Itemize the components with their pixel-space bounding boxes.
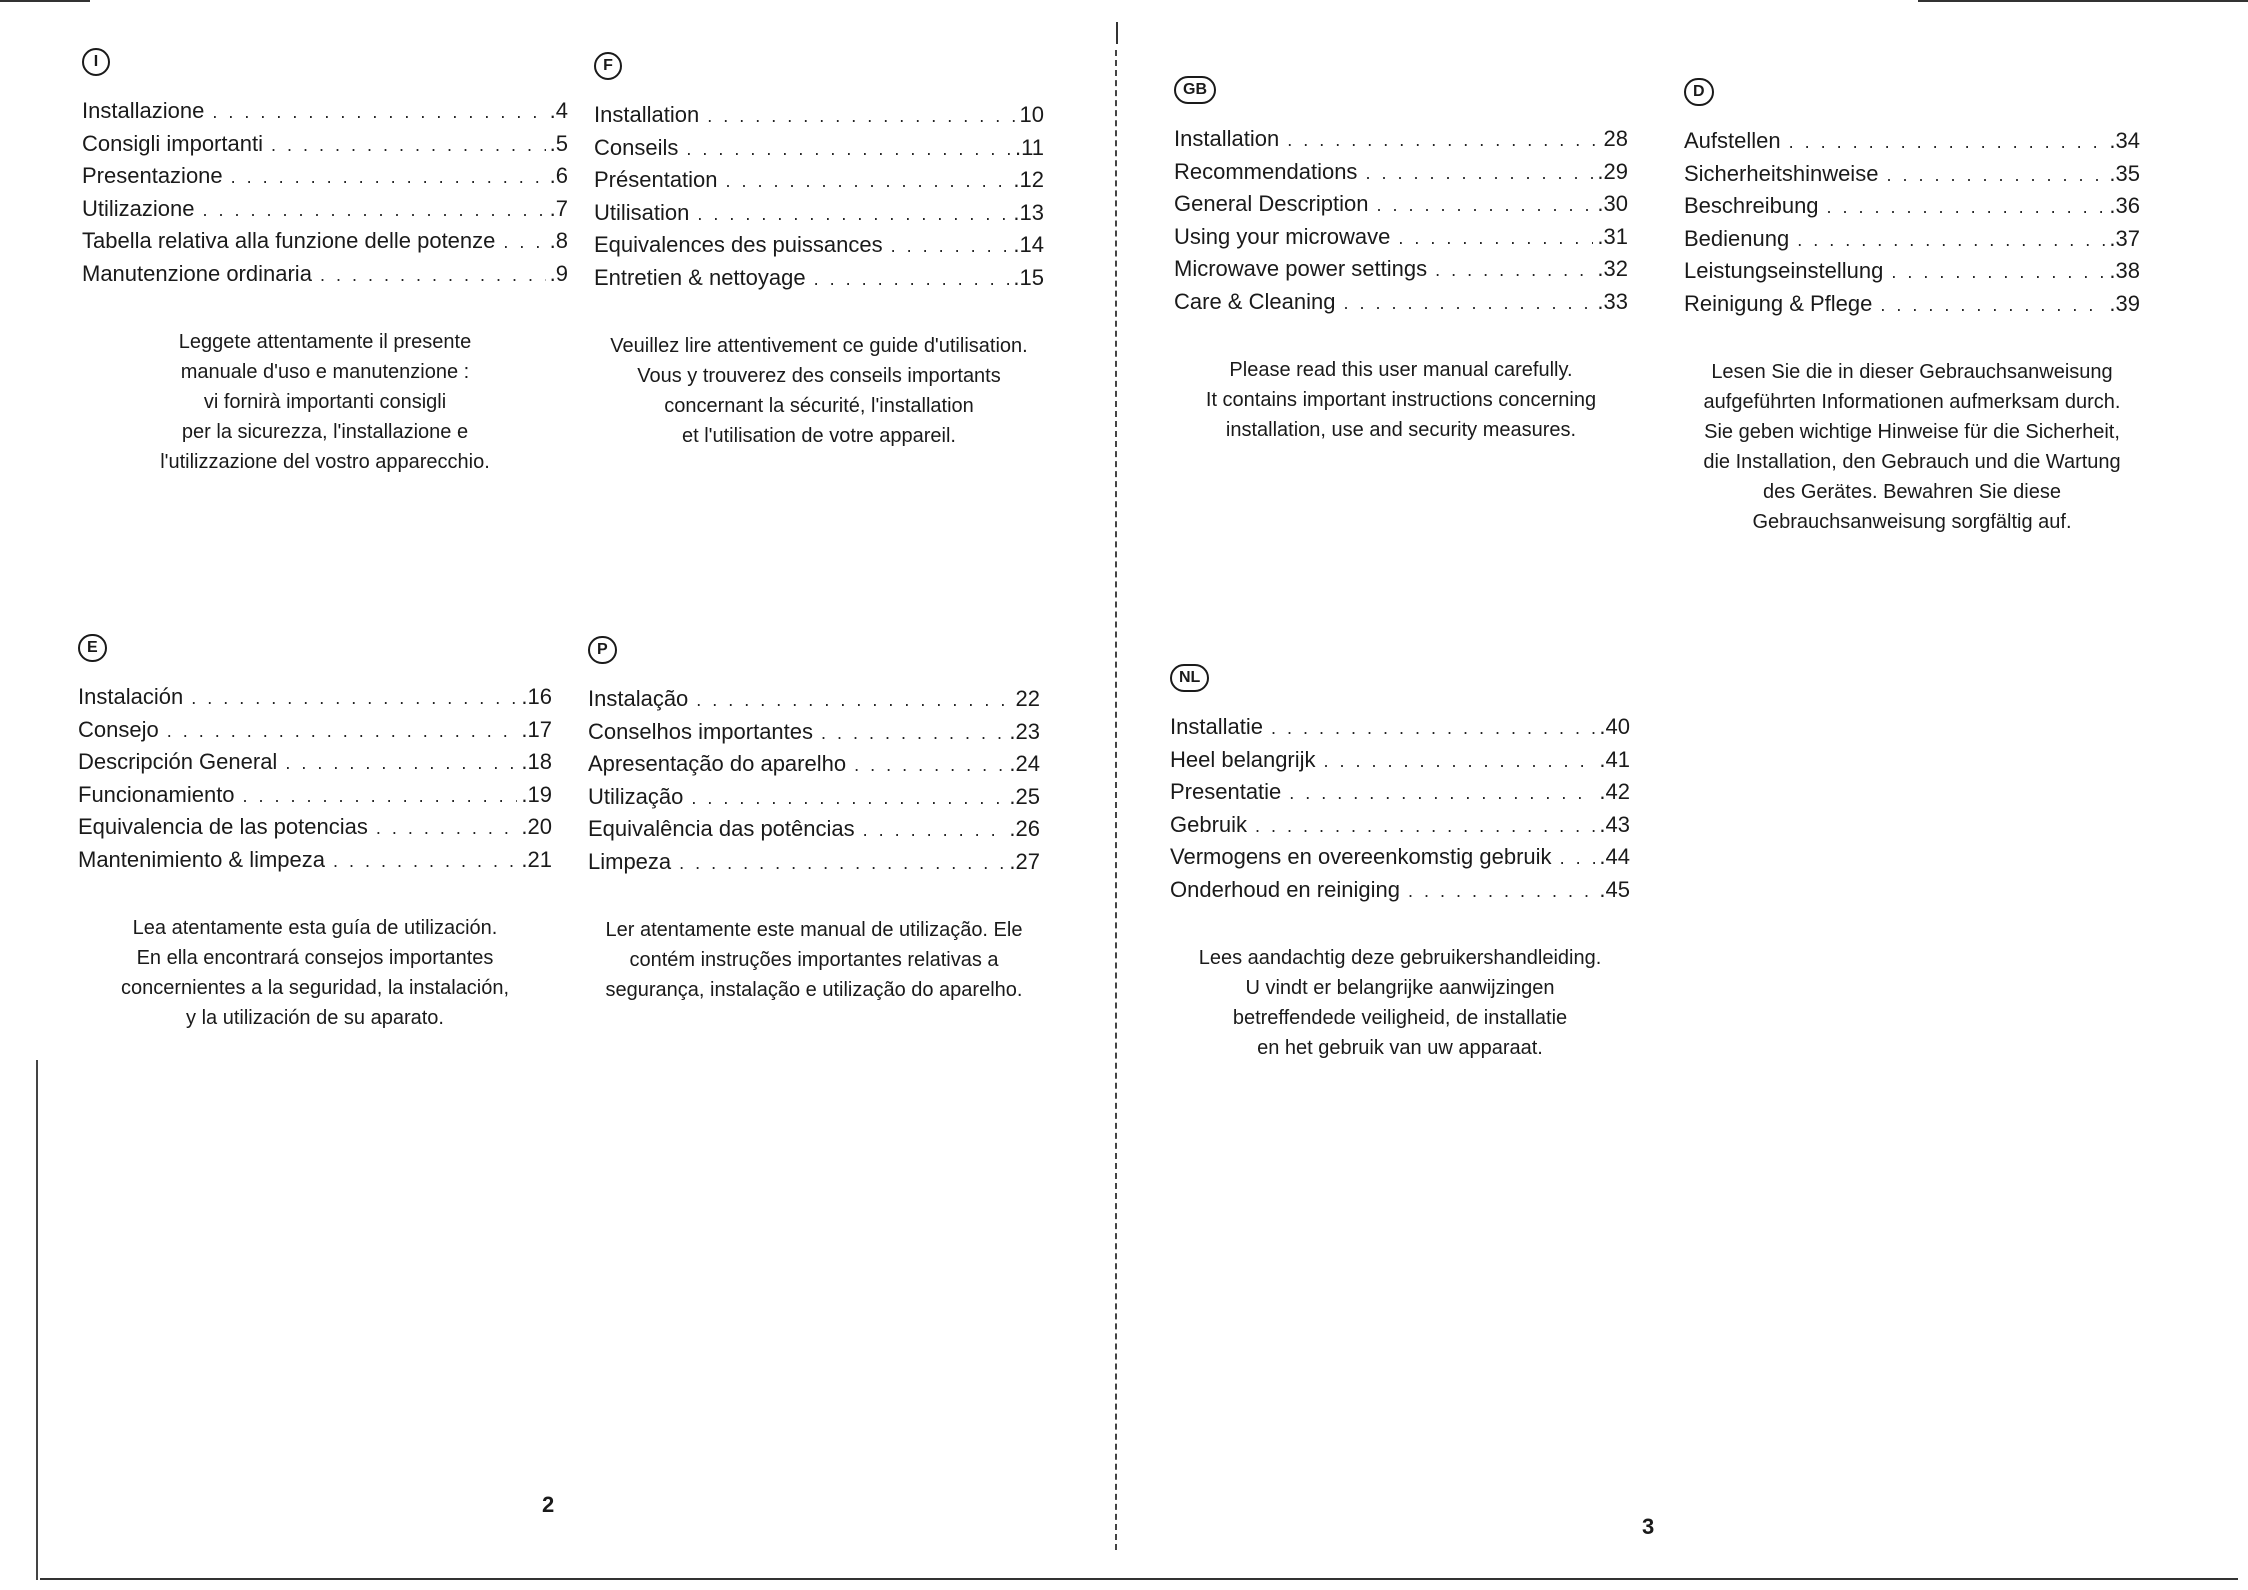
toc-label: Tabella relativa alla funzione delle potenze <box>82 228 496 253</box>
toc-row <box>1170 779 1630 812</box>
language-badge-fr: F <box>594 52 622 80</box>
intro-line: per la sicurezza, l'installazione e <box>181 421 469 443</box>
toc-page-number: 28 <box>1603 126 1628 151</box>
intro-paragraph <box>1170 943 1630 1063</box>
toc-row <box>1174 289 1628 322</box>
toc-label: Equivalences des puissances <box>594 232 883 257</box>
toc-leader-dots <box>1880 295 2105 316</box>
toc-page-number: .34 <box>2109 128 2140 153</box>
toc-list <box>1170 714 1630 909</box>
toc-row <box>1170 714 1630 747</box>
toc-page-number: .20 <box>521 814 552 839</box>
toc-row <box>78 749 552 782</box>
toc-leader-dots <box>1560 848 1596 869</box>
intro-line: aufgeführten Informationen aufmerksam durch. <box>1703 391 2121 413</box>
toc-label: Aufstellen <box>1684 128 1781 153</box>
toc-leader-dots <box>1797 230 2105 251</box>
intro-paragraph <box>588 915 1040 1005</box>
toc-leader-dots <box>1435 260 1593 281</box>
toc-page-number: .5 <box>549 130 568 156</box>
toc-leader-dots <box>696 690 1011 711</box>
intro-line: It contains important instructions concerning <box>1205 389 1597 411</box>
toc-label: Beschreibung <box>1684 193 1819 218</box>
toc-row <box>78 814 552 847</box>
language-badge-it: I <box>82 48 110 76</box>
toc-leader-dots <box>271 135 546 156</box>
toc-label: Installation <box>1174 126 1280 151</box>
toc-leader-dots <box>503 232 545 253</box>
toc-label: Heel belangrijk <box>1170 746 1316 772</box>
toc-label: Presentazione <box>82 163 223 188</box>
intro-line: installation, use and security measures. <box>1225 419 1577 441</box>
toc-page-number: 22 <box>1015 686 1040 711</box>
section-italian <box>82 48 568 477</box>
toc-page-number: .27 <box>1009 848 1040 874</box>
toc-leader-dots <box>691 788 1005 809</box>
toc-label: Descripción General <box>78 749 278 774</box>
toc-leader-dots <box>1827 197 2106 218</box>
intro-paragraph <box>82 327 568 477</box>
toc-row <box>78 717 552 750</box>
toc-leader-dots <box>243 786 518 807</box>
toc-page-number: .32 <box>1597 256 1628 281</box>
toc-row <box>78 847 552 880</box>
toc-label: Conseils <box>594 134 679 160</box>
section-english <box>1174 76 1628 445</box>
toc-row <box>1684 193 2140 226</box>
intro-line: Please read this user manual carefully. <box>1229 359 1573 381</box>
toc-row <box>82 98 568 131</box>
language-badge-es: E <box>78 634 107 662</box>
intro-paragraph <box>1684 357 2140 537</box>
toc-row <box>82 131 568 164</box>
toc-page-number: 10 <box>1019 102 1044 127</box>
toc-row <box>1684 258 2140 291</box>
intro-line: manuale d'uso e manutenzione : <box>180 361 470 383</box>
toc-leader-dots <box>320 265 546 286</box>
toc-leader-dots <box>1289 783 1595 804</box>
toc-label: Utilisation <box>594 199 690 225</box>
toc-row <box>588 849 1040 882</box>
intro-paragraph <box>1174 355 1628 445</box>
section-dutch <box>1170 664 1630 1063</box>
page-edge-left <box>36 1060 38 1580</box>
toc-leader-dots <box>854 755 1005 776</box>
toc-row <box>1174 159 1628 192</box>
toc-page-number: .19 <box>521 781 552 807</box>
intro-line: die Installation, den Gebrauch und die Wartung <box>1703 451 2121 473</box>
toc-label: Reinigung & Pflege <box>1684 290 1873 316</box>
intro-line: Lea atentamente esta guía de utilización. <box>132 917 498 939</box>
toc-page-number: .13 <box>1013 199 1044 225</box>
toc-row <box>1170 877 1630 910</box>
toc-page-number: .41 <box>1599 746 1630 772</box>
toc-leader-dots <box>1891 262 2105 283</box>
toc-row <box>82 163 568 196</box>
toc-label: Care & Cleaning <box>1174 288 1336 314</box>
toc-page-number: .23 <box>1009 718 1040 744</box>
page-number-right: 3 <box>1642 1514 1655 1539</box>
language-badge-nl: NL <box>1170 664 1209 692</box>
intro-line: Ler atentamente este manual de utilização. Ele <box>605 919 1023 941</box>
intro-line: des Gerätes. Bewahren Sie diese <box>1763 481 2061 503</box>
toc-label: Equivalência das potências <box>588 816 855 841</box>
toc-label: Instalación <box>78 684 184 709</box>
toc-page-number: .18 <box>521 749 552 774</box>
spine-tick <box>1116 22 1118 44</box>
toc-page-number: .33 <box>1597 288 1628 314</box>
toc-row <box>588 751 1040 784</box>
toc-page-number: .24 <box>1009 751 1040 776</box>
toc-row <box>1684 161 2140 194</box>
toc-label: Using your microwave <box>1174 223 1391 249</box>
toc-row <box>1170 844 1630 877</box>
toc-leader-dots <box>1324 751 1596 772</box>
toc-leader-dots <box>333 851 517 872</box>
toc-page-number: .14 <box>1013 232 1044 257</box>
toc-leader-dots <box>1271 718 1595 739</box>
section-portuguese <box>588 636 1040 1005</box>
intro-line: vi fornirà importanti consigli <box>203 391 447 413</box>
toc-leader-dots <box>814 269 1010 290</box>
toc-page-number: .40 <box>1599 714 1630 739</box>
toc-row <box>1684 291 2140 324</box>
intro-line: Lesen Sie die in dieser Gebrauchsanweisung <box>1711 361 2113 383</box>
toc-leader-dots <box>686 139 1011 160</box>
language-badge-gb: GB <box>1174 76 1216 104</box>
intro-line: concernientes a la seguridad, la instalación, <box>120 977 510 999</box>
toc-leader-dots <box>821 723 1005 744</box>
page-number-left: 2 <box>542 1492 555 1517</box>
toc-label: Apresentação do aparelho <box>588 751 847 776</box>
toc-row <box>82 196 568 229</box>
toc-page-number: .8 <box>549 228 568 253</box>
toc-page-number: .4 <box>549 98 568 123</box>
toc-row <box>594 167 1044 200</box>
toc-page-number: .25 <box>1009 783 1040 809</box>
center-spine <box>1115 50 1117 1550</box>
intro-line: Sie geben wichtige Hinweise für die Sicherheit, <box>1704 421 2120 443</box>
intro-line: en het gebruik van uw apparaat. <box>1257 1037 1543 1059</box>
toc-row <box>1170 747 1630 780</box>
toc-leader-dots <box>707 106 1015 127</box>
toc-list <box>1684 128 2140 323</box>
toc-leader-dots <box>285 753 517 774</box>
toc-leader-dots <box>203 200 546 221</box>
toc-label: Gebruik <box>1170 811 1248 837</box>
intro-paragraph <box>78 913 552 1033</box>
toc-list <box>82 98 568 293</box>
toc-leader-dots <box>891 236 1010 257</box>
toc-row <box>588 719 1040 752</box>
section-french <box>594 52 1044 451</box>
toc-page-number: .38 <box>2109 258 2140 283</box>
toc-label: Utilização <box>588 783 684 809</box>
toc-label: Consigli importanti <box>82 130 263 156</box>
intro-line: segurança, instalação e utilização do aparelho. <box>605 979 1023 1001</box>
intro-line: y la utilización de su aparato. <box>186 1007 444 1029</box>
toc-row <box>1684 128 2140 161</box>
section-german <box>1684 78 2140 537</box>
section-spanish <box>78 634 552 1033</box>
toc-page-number: .6 <box>549 163 568 188</box>
toc-label: Installazione <box>82 98 205 123</box>
toc-label: Utilizazione <box>82 195 195 221</box>
toc-label: Instalação <box>588 686 689 711</box>
toc-page-number: .11 <box>1015 134 1044 160</box>
toc-page-number: .21 <box>521 846 552 872</box>
toc-page-number: .45 <box>1599 876 1630 902</box>
toc-page-number: .39 <box>2109 290 2140 316</box>
language-badge-pt: P <box>588 636 617 664</box>
toc-row <box>82 261 568 294</box>
toc-leader-dots <box>1365 163 1593 184</box>
toc-row <box>1174 191 1628 224</box>
toc-leader-dots <box>1408 881 1595 902</box>
page-edge-bottom <box>40 1578 2238 1580</box>
intro-line: l'utilizzazione del vostro apparecchio. <box>160 451 490 473</box>
toc-page-number: .36 <box>2109 193 2140 218</box>
toc-leader-dots <box>376 818 518 839</box>
intro-line: contém instruções importantes relativas a <box>629 949 999 971</box>
toc-leader-dots <box>863 820 1006 841</box>
toc-row <box>78 782 552 815</box>
intro-line: En ella encontrará consejos importantes <box>136 947 494 969</box>
intro-line: U vindt er belangrijke aanwijzingen <box>1245 977 1555 999</box>
toc-row <box>1174 126 1628 159</box>
toc-page-number: .12 <box>1013 167 1044 192</box>
toc-row <box>594 265 1044 298</box>
toc-leader-dots <box>167 721 518 742</box>
toc-label: Installation <box>594 102 700 127</box>
intro-line: Lees aandachtig deze gebruikershandleiding. <box>1198 947 1602 969</box>
toc-leader-dots <box>231 167 546 188</box>
toc-leader-dots <box>1398 228 1593 249</box>
toc-row <box>588 784 1040 817</box>
toc-label: Leistungseinstellung <box>1684 258 1884 283</box>
intro-line: Veuillez lire attentivement ce guide d'utilisation. <box>610 335 1028 357</box>
toc-row <box>1684 226 2140 259</box>
toc-row <box>1174 256 1628 289</box>
intro-line: betreffendede veiligheid, de installatie <box>1232 1007 1568 1029</box>
toc-list <box>588 686 1040 881</box>
toc-label: Consejo <box>78 716 159 742</box>
toc-label: Entretien & nettoyage <box>594 264 806 290</box>
toc-label: Limpeza <box>588 848 672 874</box>
toc-label: Bedienung <box>1684 225 1790 251</box>
toc-leader-dots <box>679 853 1005 874</box>
toc-row <box>78 684 552 717</box>
toc-page-number: .35 <box>2109 160 2140 186</box>
language-badge-de: D <box>1684 78 1714 106</box>
toc-label: Présentation <box>594 167 718 192</box>
toc-page-number: .42 <box>1599 779 1630 804</box>
toc-row <box>594 200 1044 233</box>
page-edge-top-right <box>1918 0 2248 2</box>
toc-page-number: .9 <box>549 260 568 286</box>
intro-line: Vous y trouverez des conseils importants <box>637 365 1001 387</box>
toc-page-number: .29 <box>1597 158 1628 184</box>
toc-list <box>1174 126 1628 321</box>
toc-label: Presentatie <box>1170 779 1282 804</box>
toc-label: Conselhos importantes <box>588 718 814 744</box>
toc-label: Manutenzione ordinaria <box>82 260 312 286</box>
toc-list <box>78 684 552 879</box>
toc-row <box>594 232 1044 265</box>
toc-page-number: .17 <box>521 716 552 742</box>
toc-page-number: .7 <box>549 195 568 221</box>
toc-label: Vermogens en overeenkomstig gebruik <box>1170 844 1552 869</box>
toc-leader-dots <box>1376 195 1593 216</box>
toc-label: Onderhoud en reiniging <box>1170 876 1400 902</box>
intro-paragraph <box>594 331 1044 451</box>
toc-row <box>594 102 1044 135</box>
toc-label: Microwave power settings <box>1174 256 1428 281</box>
toc-label: Funcionamiento <box>78 781 235 807</box>
toc-row <box>1174 224 1628 257</box>
toc-label: Recommendations <box>1174 158 1358 184</box>
toc-label: Equivalencia de las potencias <box>78 814 368 839</box>
toc-leader-dots <box>191 688 517 709</box>
toc-leader-dots <box>1255 816 1595 837</box>
toc-label: Sicherheitshinweise <box>1684 160 1879 186</box>
toc-label: Mantenimiento & limpeza <box>78 846 326 872</box>
toc-leader-dots <box>1343 293 1593 314</box>
intro-line: Leggete attentamente il presente <box>178 331 472 353</box>
toc-label: General Description <box>1174 191 1369 216</box>
toc-page-number: .26 <box>1009 816 1040 841</box>
toc-row <box>588 816 1040 849</box>
toc-leader-dots <box>726 171 1010 192</box>
toc-row <box>594 135 1044 168</box>
toc-leader-dots <box>1789 132 2106 153</box>
toc-leader-dots <box>1287 130 1599 151</box>
toc-page-number: .15 <box>1013 264 1044 290</box>
intro-line: Gebrauchsanweisung sorgfältig auf. <box>1752 511 2072 533</box>
toc-page-number: .30 <box>1597 191 1628 216</box>
toc-page-number: .16 <box>521 684 552 709</box>
intro-line: et l'utilisation de votre appareil. <box>682 425 956 447</box>
toc-leader-dots <box>1886 165 2105 186</box>
toc-leader-dots <box>212 102 545 123</box>
toc-label: Installatie <box>1170 714 1263 739</box>
toc-page-number: .37 <box>2109 225 2140 251</box>
intro-line: concernant la sécurité, l'installation <box>664 395 974 417</box>
toc-row <box>82 228 568 261</box>
toc-row <box>588 686 1040 719</box>
toc-page-number: .31 <box>1597 223 1628 249</box>
toc-list <box>594 102 1044 297</box>
toc-leader-dots <box>697 204 1009 225</box>
toc-page-number: .43 <box>1599 811 1630 837</box>
toc-page-number: .44 <box>1599 844 1630 869</box>
page-edge-top-left <box>0 0 90 2</box>
toc-row <box>1170 812 1630 845</box>
